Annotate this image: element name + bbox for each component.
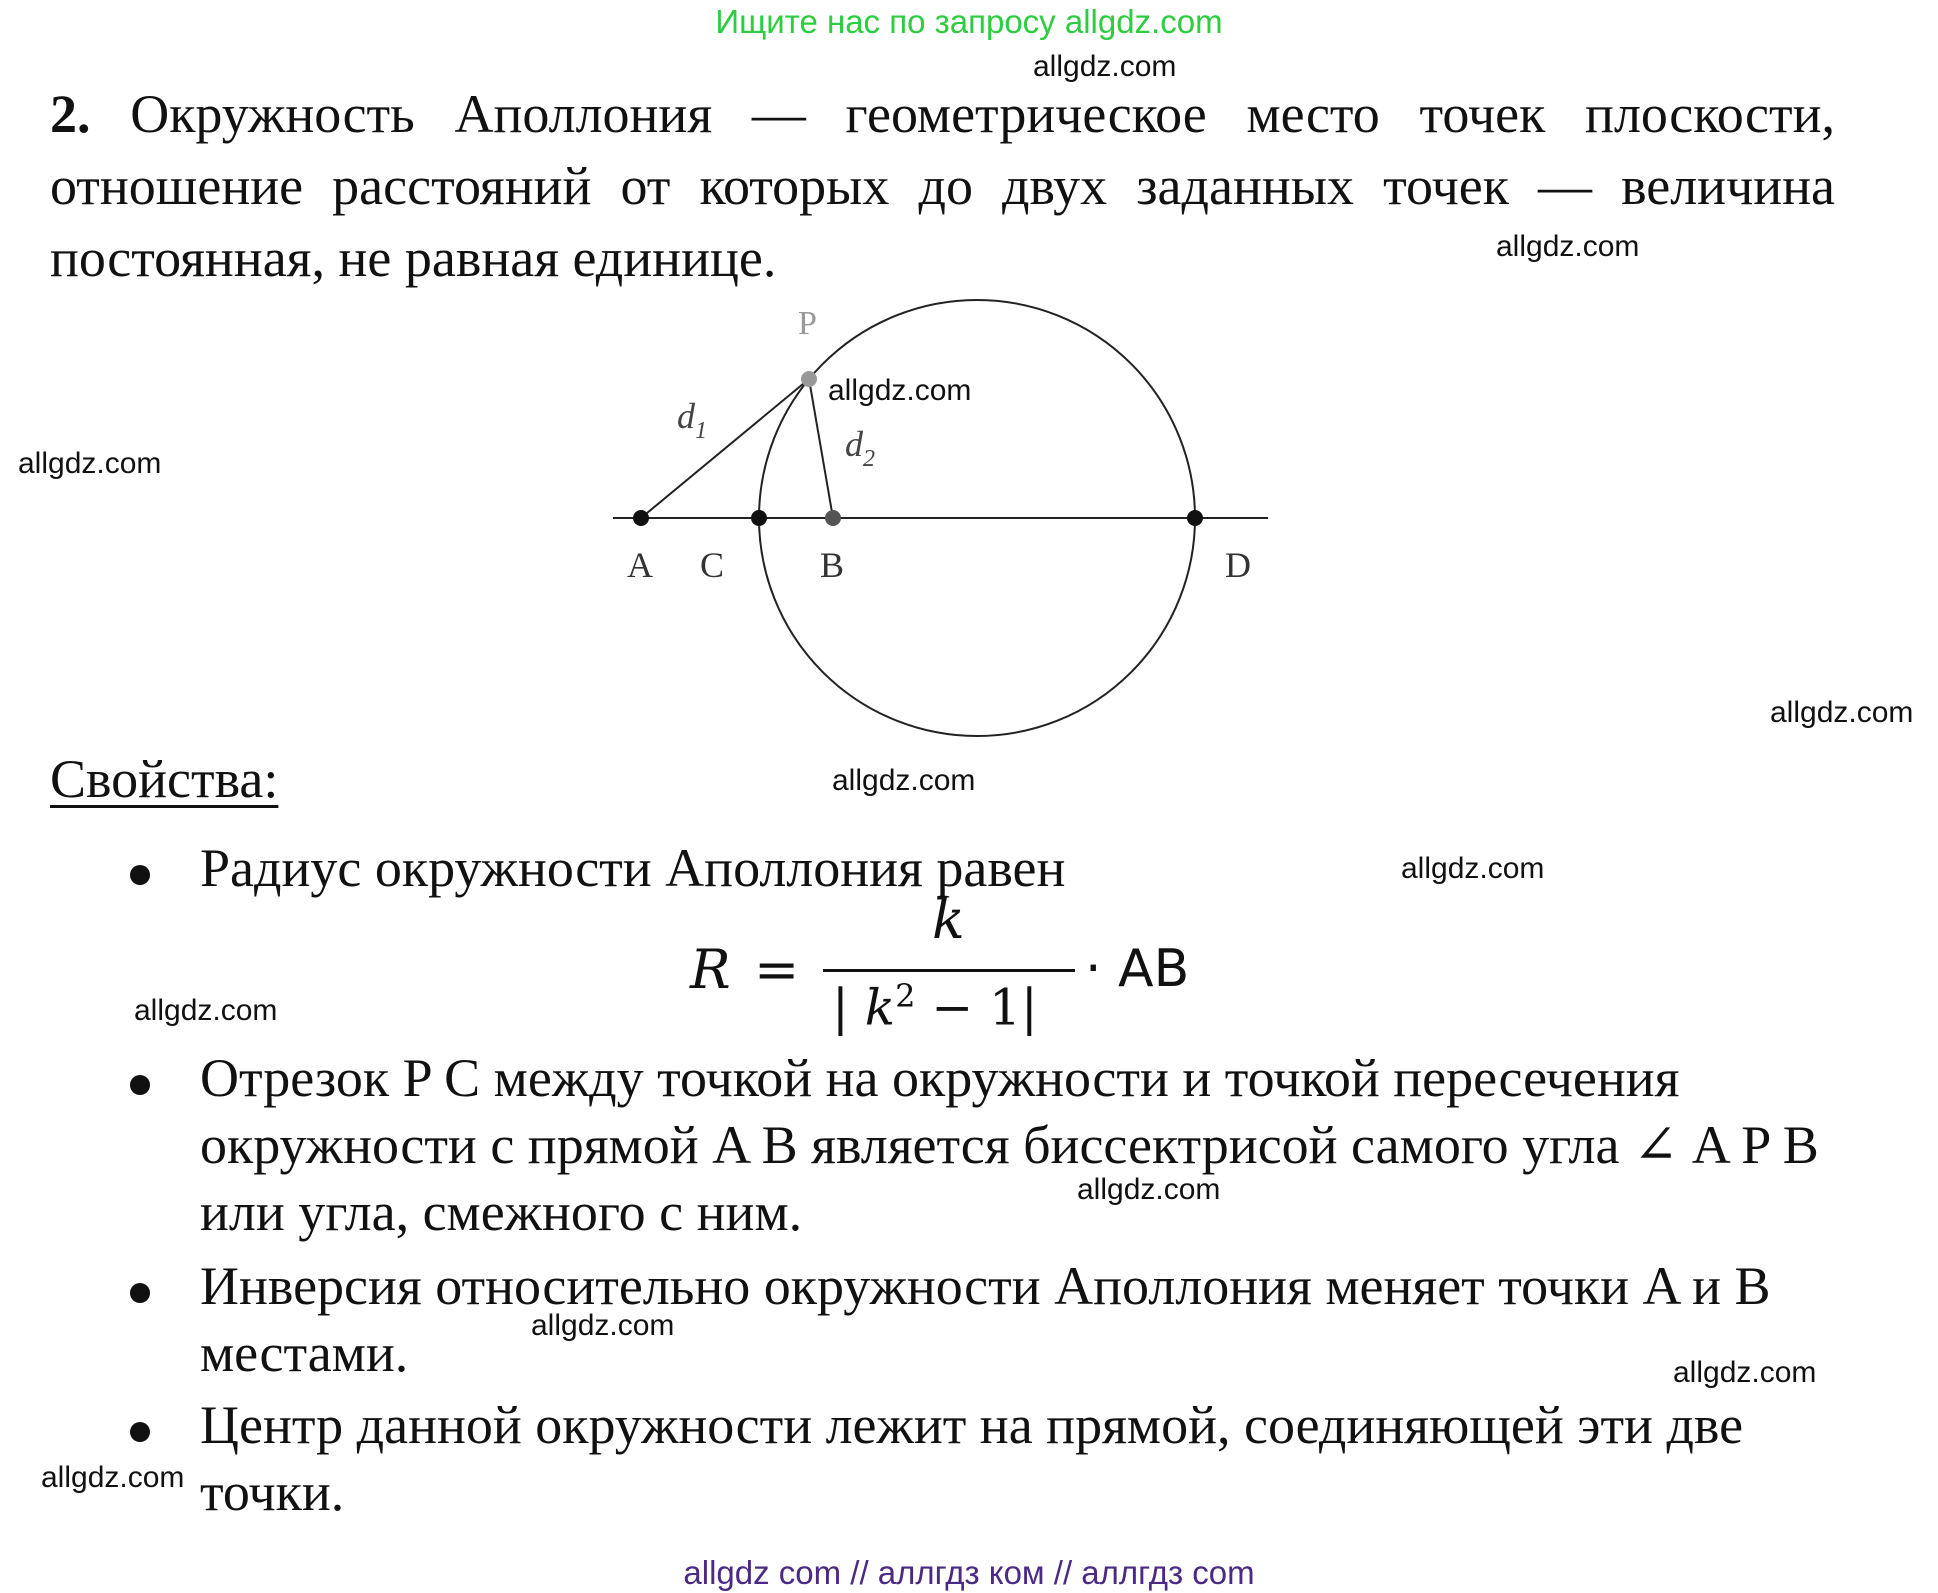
- watermark: allgdz.com: [531, 1309, 675, 1342]
- radius-formula: [680, 888, 1240, 1045]
- watermark: allgdz.com: [1401, 852, 1545, 885]
- formula-tail: · AB: [1085, 939, 1190, 999]
- label-B: B: [820, 545, 845, 585]
- label-d2: [845, 424, 875, 472]
- list-item-text: Отрезок P C между точкой на окружности и точкой пересечения окружности с прямой A B является биссектрисой самого угла ∠ A P B или угла, смежного с ним.: [200, 1048, 1819, 1242]
- apollonius-figure: [0, 0, 1938, 760]
- watermark: allgdz.com: [1673, 1356, 1817, 1389]
- watermark: allgdz.com: [1496, 230, 1640, 263]
- watermark: allgdz.com: [134, 994, 278, 1027]
- formula-lhs: R: [690, 938, 731, 1001]
- segment-d2: [809, 379, 833, 518]
- bullet-icon: [130, 1422, 150, 1442]
- footer-links[interactable]: allgdz com // аллгдз ком // аллгдз com: [683, 1554, 1255, 1591]
- den-var: k: [864, 978, 896, 1037]
- watermark: allgdz.com: [1033, 50, 1177, 83]
- segment-d1: [641, 379, 809, 518]
- bullet-icon: [130, 1075, 150, 1095]
- den-rest: − 1|: [915, 978, 1038, 1037]
- point-A: [633, 510, 649, 526]
- label-C: C: [700, 545, 725, 585]
- label-d2-subscript: 2: [863, 446, 875, 472]
- point-B: [825, 510, 841, 526]
- bullet-icon: [130, 865, 150, 885]
- den-exp: 2: [895, 977, 916, 1015]
- fraction-bar: [823, 969, 1075, 972]
- bullet-icon: [130, 1283, 150, 1303]
- watermark: allgdz.com: [832, 764, 976, 797]
- problem-number: 2.: [50, 84, 91, 144]
- list-item-text: Радиус окружности Аполлония равен: [200, 838, 1066, 898]
- label-d2-letter: d: [845, 424, 863, 464]
- den-open: |: [832, 978, 865, 1037]
- formula-denominator: [832, 977, 1038, 1037]
- watermark: allgdz.com: [828, 374, 972, 407]
- watermark: allgdz.com: [18, 447, 162, 480]
- point-D: [1187, 510, 1203, 526]
- point-C: [751, 510, 767, 526]
- watermark: allgdz.com: [1770, 696, 1914, 729]
- label-d1-subscript: 1: [695, 418, 707, 444]
- formula-equals: =: [754, 938, 800, 1001]
- watermark: allgdz.com: [1077, 1173, 1221, 1206]
- point-P: [801, 371, 817, 387]
- label-A: A: [627, 545, 653, 585]
- intro-line-2: отношение расстояний от которых до двух заданных точек — величина: [50, 156, 1835, 216]
- top-banner[interactable]: Ищите нас по запросу allgdz.com: [715, 3, 1223, 40]
- formula-numerator: k: [932, 888, 965, 951]
- properties-heading: Свойства:: [50, 749, 279, 809]
- list-item-text: Центр данной окружности лежит на прямой, соединяющей эти две точки.: [200, 1395, 1744, 1522]
- watermark: allgdz.com: [41, 1461, 185, 1494]
- intro-line-1-text: Окружность Аполлония — геометрическое место точек плоскости,: [130, 84, 1836, 144]
- label-P: P: [798, 305, 817, 342]
- label-d1-letter: d: [677, 396, 695, 436]
- label-d1: [677, 396, 707, 444]
- label-D: D: [1225, 545, 1251, 585]
- list-item-text: Инверсия относительно окружности Аполлония меняет точки A и B местами.: [200, 1256, 1771, 1383]
- intro-line-3: постоянная, не равная единице.: [50, 228, 777, 288]
